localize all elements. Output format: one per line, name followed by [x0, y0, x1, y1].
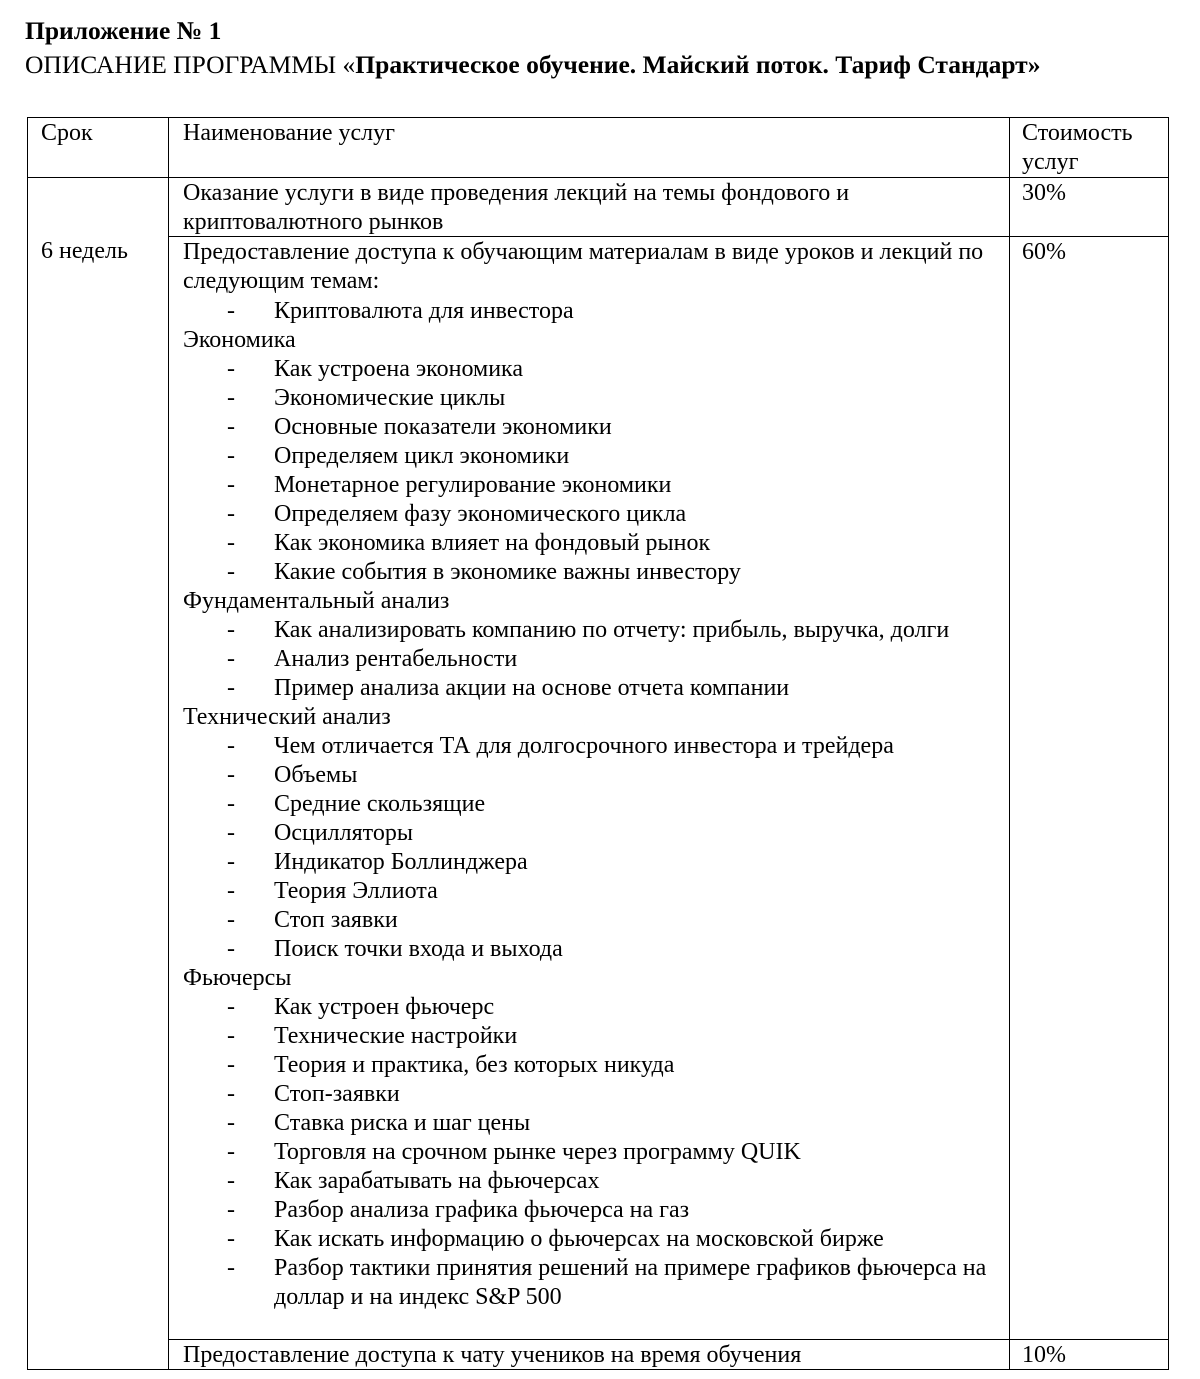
outline-item-label: Основные показатели экономики	[274, 414, 612, 440]
outline-item-label: Стоп-заявки	[274, 1081, 400, 1107]
header-term: Срок	[41, 120, 93, 146]
outline-item-label: Объемы	[274, 762, 358, 788]
outline-item	[183, 529, 1003, 558]
dash-bullet: -	[227, 878, 235, 904]
outline-topic	[183, 964, 1003, 993]
outline-item	[183, 1022, 1003, 1051]
course-outline	[183, 297, 1003, 1312]
dash-bullet: -	[227, 1168, 235, 1194]
dash-bullet: -	[227, 936, 235, 962]
dash-bullet: -	[227, 414, 235, 440]
outline-item	[183, 413, 1003, 442]
table-border-top	[27, 117, 1169, 118]
dash-bullet: -	[227, 1081, 235, 1107]
dash-bullet: -	[227, 1023, 235, 1049]
program-title	[25, 48, 1175, 82]
cost-materials: 60%	[1022, 239, 1066, 265]
outline-item	[183, 442, 1003, 471]
outline-item-label: Поиск точки входа и выхода	[274, 936, 563, 962]
dash-bullet: -	[227, 530, 235, 556]
outline-item	[183, 645, 1003, 674]
outline-item	[183, 616, 1003, 645]
dash-bullet: -	[227, 443, 235, 469]
outline-item-label: Разбор анализа графика фьючерса на газ	[274, 1197, 690, 1223]
header-cost: Стоимость услуг	[1022, 120, 1133, 175]
outline-item-label: Средние скользящие	[274, 791, 486, 817]
program-title-prefix: ОПИСАНИЕ ПРОГРАММЫ «	[25, 50, 356, 79]
dash-bullet: -	[227, 646, 235, 672]
dash-bullet: -	[227, 907, 235, 933]
outline-item	[183, 1225, 1003, 1254]
outline-item-label: Как зарабатывать на фьючерсах	[274, 1168, 600, 1194]
outline-item	[183, 1167, 1003, 1196]
dash-bullet: -	[227, 820, 235, 846]
dash-bullet: -	[227, 762, 235, 788]
table-header-divider	[27, 177, 1169, 178]
outline-topic	[183, 326, 1003, 355]
outline-item-label: Экономические циклы	[274, 385, 506, 411]
outline-item-label: Теория Эллиота	[274, 878, 438, 904]
outline-topic	[183, 587, 1003, 616]
dash-bullet: -	[227, 472, 235, 498]
document-heading	[25, 14, 1175, 82]
outline-item	[183, 1109, 1003, 1138]
outline-item-label: Определяем фазу экономического цикла	[274, 501, 687, 527]
dash-bullet: -	[227, 356, 235, 382]
outline-item-label: Какие события в экономике важны инвестору	[274, 559, 741, 585]
outline-item	[183, 674, 1003, 703]
outline-topic-label: Фьючерсы	[183, 965, 292, 991]
outline-item-label: Как устроена экономика	[274, 356, 523, 382]
term-value: 6 недель	[41, 238, 128, 264]
outline-item-label: Пример анализа акции на основе отчета компании	[274, 675, 790, 701]
dash-bullet: -	[227, 559, 235, 585]
dash-bullet: -	[227, 849, 235, 875]
outline-item-label: Технические настройки	[274, 1023, 518, 1049]
outline-item-label: Индикатор Боллинджера	[274, 849, 528, 875]
column-divider-2	[1009, 117, 1010, 1370]
program-title-suffix: »	[1027, 50, 1041, 79]
outline-item-label: Торговля на срочном рынке через программу QUIK	[274, 1139, 801, 1165]
outline-item-label: Ставка риска и шаг цены	[274, 1110, 531, 1136]
outline-item	[183, 935, 1003, 964]
outline-item-label: Разбор тактики принятия решений на примере графиков фьючерса на доллар и на индекс S&P 500	[274, 1255, 987, 1310]
dash-bullet: -	[227, 1255, 235, 1281]
outline-item	[183, 993, 1003, 1022]
outline-item-label: Определяем цикл экономики	[274, 443, 570, 469]
service-materials: Предоставление доступа к обучающим материалам в виде уроков и лекций по следующим темам:	[183, 239, 984, 294]
outline-item	[183, 355, 1003, 384]
dash-bullet: -	[227, 298, 235, 324]
dash-bullet: -	[227, 1139, 235, 1165]
outline-item	[183, 384, 1003, 413]
outline-item	[183, 297, 1003, 326]
outline-item	[183, 1196, 1003, 1225]
outline-item	[183, 906, 1003, 935]
dash-bullet: -	[227, 994, 235, 1020]
outline-item-label: Как экономика влияет на фондовый рынок	[274, 530, 711, 556]
dash-bullet: -	[227, 501, 235, 527]
dash-bullet: -	[227, 1052, 235, 1078]
outline-item-label: Монетарное регулирование экономики	[274, 472, 672, 498]
cost-chat: 10%	[1022, 1342, 1066, 1368]
table-border-left	[27, 117, 28, 1370]
outline-item	[183, 877, 1003, 906]
row-divider-2	[168, 1339, 1169, 1340]
outline-item	[183, 790, 1003, 819]
outline-item-label: Как анализировать компанию по отчету: прибыль, выручка, долги	[274, 617, 950, 643]
cost-lectures: 30%	[1022, 180, 1066, 206]
outline-item	[183, 761, 1003, 790]
dash-bullet: -	[227, 791, 235, 817]
appendix-title: Приложение № 1	[25, 16, 222, 45]
outline-item	[183, 819, 1003, 848]
outline-item-label: Анализ рентабельности	[274, 646, 518, 672]
outline-item-label: Как искать информацию о фьючерсах на московской бирже	[274, 1226, 884, 1252]
outline-item	[183, 1254, 1003, 1312]
dash-bullet: -	[227, 617, 235, 643]
outline-item	[183, 732, 1003, 761]
dash-bullet: -	[227, 1197, 235, 1223]
dash-bullet: -	[227, 1226, 235, 1252]
outline-topic-label: Технический анализ	[183, 704, 391, 730]
outline-item-label: Теория и практика, без которых никуда	[274, 1052, 675, 1078]
outline-item	[183, 500, 1003, 529]
outline-item	[183, 471, 1003, 500]
column-divider-1	[168, 117, 169, 1370]
outline-topic-label: Экономика	[183, 327, 296, 353]
outline-topic-label: Фундаментальный анализ	[183, 588, 450, 614]
service-lectures: Оказание услуги в виде проведения лекций на темы фондового и криптовалютного рынков	[183, 180, 850, 235]
service-chat: Предоставление доступа к чату учеников на время обучения	[183, 1342, 802, 1368]
table-border-right	[1168, 117, 1169, 1370]
outline-item	[183, 1138, 1003, 1167]
outline-item-label: Чем отличается ТА для долгосрочного инвестора и трейдера	[274, 733, 894, 759]
outline-item-label: Осцилляторы	[274, 820, 413, 846]
outline-item-label: Как устроен фьючерс	[274, 994, 495, 1020]
dash-bullet: -	[227, 733, 235, 759]
outline-item	[183, 1080, 1003, 1109]
outline-item	[183, 848, 1003, 877]
dash-bullet: -	[227, 675, 235, 701]
dash-bullet: -	[227, 385, 235, 411]
program-name: Практическое обучение. Майский поток. Тариф Стандарт	[355, 50, 1028, 79]
outline-item	[183, 1051, 1003, 1080]
outline-item-label: Стоп заявки	[274, 907, 398, 933]
outline-item-label: Криптовалюта для инвестора	[274, 298, 574, 324]
outline-topic	[183, 703, 1003, 732]
outline-item	[183, 558, 1003, 587]
dash-bullet: -	[227, 1110, 235, 1136]
header-service: Наименование услуг	[183, 120, 395, 146]
